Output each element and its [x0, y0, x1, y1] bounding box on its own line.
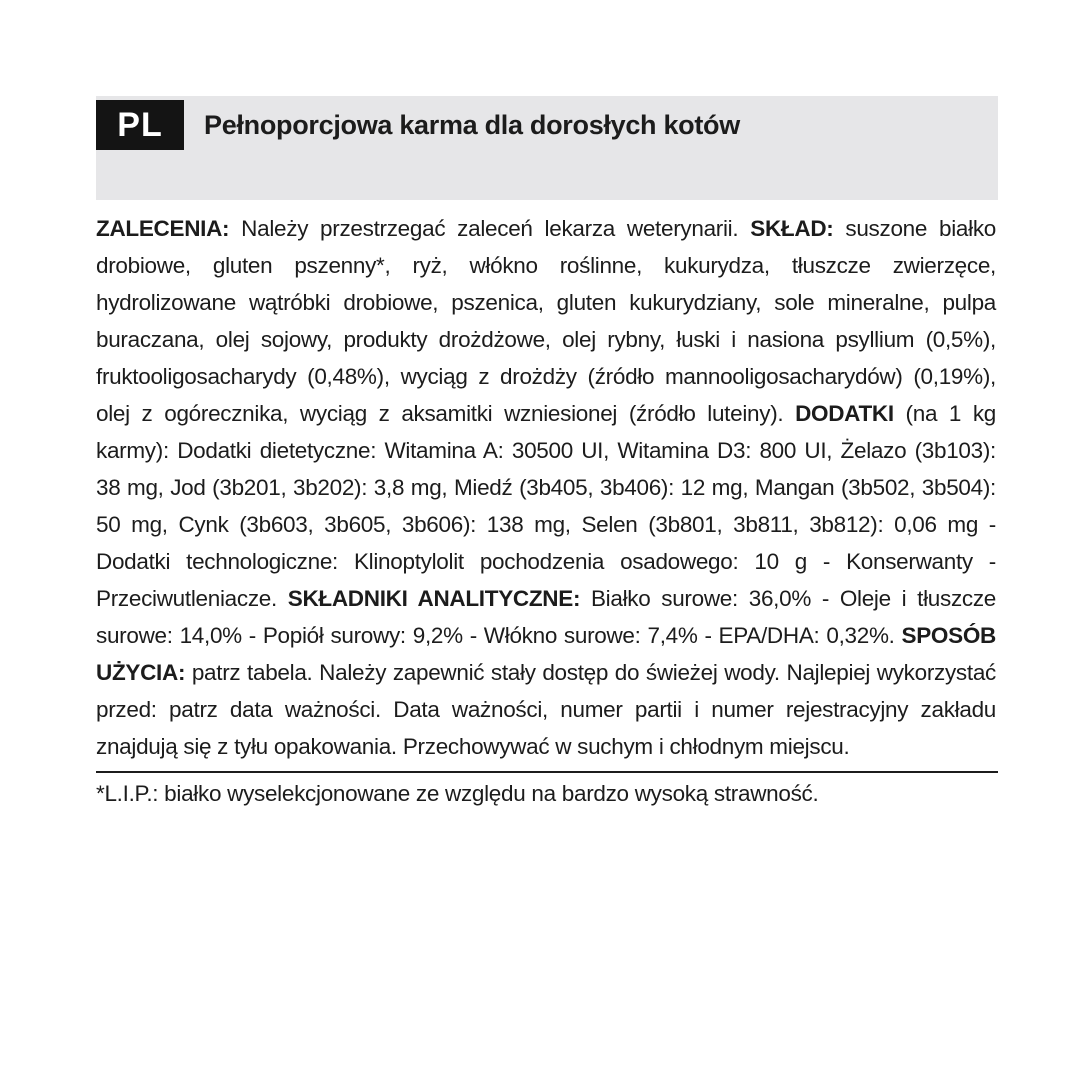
divider-line [96, 771, 998, 773]
sposob-label: SPOSÓB UŻYCIA: [96, 623, 996, 685]
dodatki-text: (na 1 kg karmy): Dodatki dietetyczne: Witamina A: 30500 UI, Witamina D3: 800 UI, Żelazo (3b103): 38 mg, Jod (3b201, 3b202): 3,8 mg, Miedź (3b405, 3b406): 12 mg, Mangan (3b502, 3b504): 50 mg, Cynk (3b603, 3b605, 3b606): 138 mg, Selen (3b801, 3b811, 3b812): 0,06 mg - Dodatki technologiczne: Klinoptylolit pochodzenia osadowego: 10 g - Konserwanty - Przeciwutleniacze. [96, 401, 997, 611]
product-title: Pełnoporcjowa karma dla dorosłych kotów [204, 110, 740, 140]
dodatki-label: DODATKI [795, 401, 894, 426]
label-header [96, 96, 998, 200]
label-body [96, 210, 998, 765]
sklad-text: suszone białko drobiowe, gluten pszenny*, ryż, włókno roślinne, kukurydza, tłuszcze zwierzęce, hydrolizowane wątróbki drobiowe, pszenica, gluten kukurydziany, sole mineralne, pulpa buraczana, olej sojowy, produkty drożdżowe, olej rybny, łuski i nasiona psyllium (0,5%), fruktooligosacharydy (0,48%), wyciąg z drożdży (źródło mannooligosacharydów) (0,19%), olej z ogórecznika, wyciąg z aksamitki wzniesionej (źródło luteiny). [96, 216, 996, 426]
product-label [96, 96, 998, 807]
language-badge: PL [96, 100, 184, 150]
analityczne-label: SKŁADNIKI ANALITYCZNE: [287, 586, 581, 611]
zalecenia-label: ZALECENIA: [96, 216, 230, 241]
sklad-label: SKŁAD: [750, 216, 834, 241]
analityczne-text: Białko surowe: 36,0% - Oleje i tłuszcze surowe: 14,0% - Popiół surowy: 9,2% - Włókno surowe: 7,4% - EPA/DHA: 0,32%. [96, 586, 997, 648]
sposob-text: patrz tabela. Należy zapewnić stały dostęp do świeżej wody. Najlepiej wykorzystać przed: patrz data ważności. Data ważności, numer partii i numer rejestracyjny zakładu znajdują się z tyłu opakowania. Przechowywać w suchym i chłodnym miejscu. [96, 660, 996, 759]
zalecenia-text: Należy przestrzegać zaleceń lekarza weterynarii. [241, 216, 739, 241]
footnote: *L.I.P.: białko wyselekcjonowane ze względu na bardzo wysoką strawność. [96, 781, 819, 806]
